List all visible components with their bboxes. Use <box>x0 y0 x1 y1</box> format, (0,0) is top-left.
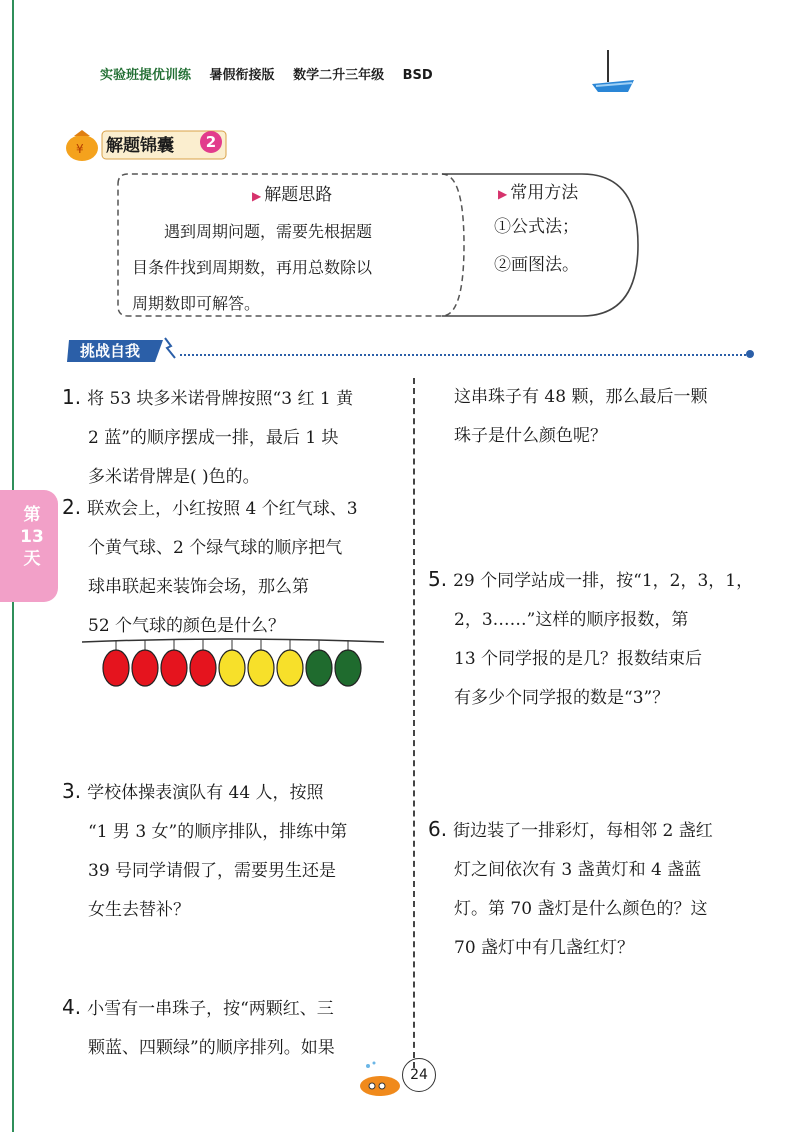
method-formula: ①公式法； <box>494 217 579 237</box>
question-5: 5. 29 个同学站成一排，按“1，2，3，1， 2，3……”这样的顺序报数，第 13 个同学报的是几？报数结束后 有多少个同学报的数是“3”？ <box>428 567 754 708</box>
divider-dot <box>746 350 754 358</box>
tips-methods-title: ▶ 常用方法 <box>498 183 579 203</box>
submarine-icon <box>356 1060 406 1100</box>
balloon-yellow <box>277 650 303 686</box>
column-divider <box>413 378 415 1068</box>
question-2: 2. 联欢会上，小红按照 4 个红气球、3 个黄气球、2 个绿气球的顺序把气 球串联起来装饰会场，那么第 52 个气球的颜色是什么？ <box>62 495 358 636</box>
method-drawing: ②画图法。 <box>494 255 579 275</box>
balloon-red <box>132 650 158 686</box>
svg-text:¥: ¥ <box>76 142 84 156</box>
balloon-red <box>103 650 129 686</box>
publisher-name: BSD <box>402 68 433 83</box>
day-label: 第 13 天 <box>20 505 44 569</box>
balloon-yellow <box>219 650 245 686</box>
page-header <box>100 64 447 83</box>
balloon-yellow <box>248 650 274 686</box>
balloon-green <box>335 650 361 686</box>
tips-thinking-title: ▶ 解题思路 <box>252 185 333 205</box>
section-title: 解题锦囊 <box>106 136 174 156</box>
balloon-red <box>161 650 187 686</box>
challenge-title: 挑战自我 <box>80 342 141 360</box>
boat-icon <box>588 48 638 98</box>
section-number: 2 <box>200 131 222 153</box>
series-name: 实验班提优训练 <box>100 68 192 83</box>
subject-name: 数学二升三年级 <box>293 68 385 83</box>
question-4-continued: 这串珠子有 48 颗，那么最后一颗 珠子是什么颜色呢？ <box>454 387 708 446</box>
balloon-green <box>306 650 332 686</box>
question-4: 4. 小雪有一串珠子，按“两颗红、三 颗蓝、四颗绿”的顺序排列。如果 <box>62 995 335 1058</box>
edition-name: 暑假衔接版 <box>209 68 275 83</box>
balloon-red <box>190 650 216 686</box>
question-1: 1. 将 53 块多米诺骨牌按照“3 红 1 黄 2 蓝”的顺序摆成一排，最后 1 块 多米诺骨牌是( )色的。 <box>62 385 354 487</box>
balloon-string-figure <box>80 636 386 694</box>
question-6: 6. 街边装了一排彩灯，每相邻 2 盏红 灯之间依次有 3 盏黄灯和 4 盏蓝 灯。第 70 盏灯是什么颜色的？这 70 盏灯中有几盏红灯？ <box>428 817 713 958</box>
dotted-divider <box>180 354 750 356</box>
page-number: 24 <box>402 1058 436 1092</box>
tips-thinking-text: 遇到周期问题，需要先根据题 目条件找到周期数，再用总数除以 周期数即可解答。 <box>132 222 373 313</box>
question-3: 3. 学校体操表演队有 44 人，按照 “1 男 3 女”的顺序排队，排练中第 39 号同学请假了，需要男生还是 女生去替补？ <box>62 779 348 920</box>
